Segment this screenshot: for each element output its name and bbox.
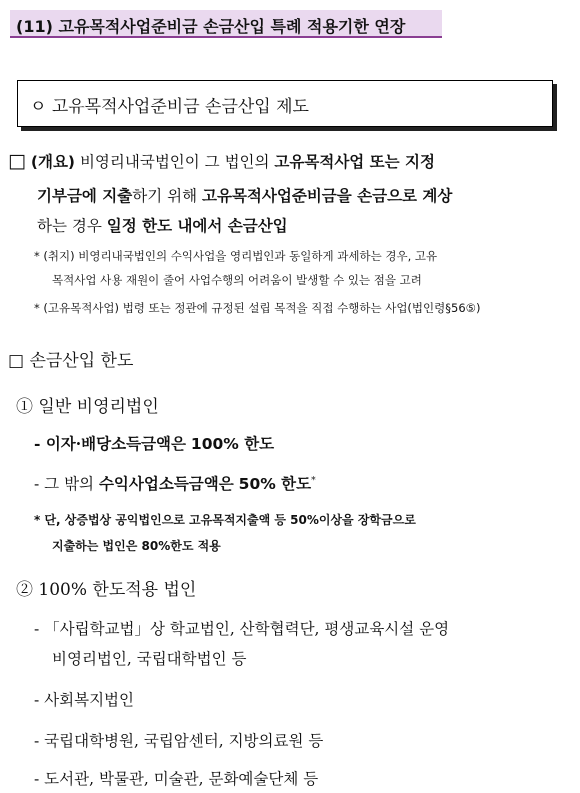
full-item-3: - 국립대학병원, 국립암센터, 지방의료원 등 — [34, 732, 324, 750]
overview-text: 하기 위해 — [132, 187, 198, 205]
note-purpose-2: 목적사업 사용 재원이 줄어 사업수행의 어려움이 발생할 수 있는 점을 고려 — [52, 273, 422, 287]
square-bullet: □ — [8, 150, 26, 172]
overview-text: 하는 경우 — [37, 217, 102, 235]
note-purpose-1: * (취지) 비영리내국법인의 수익사업을 영리법인과 동일하게 과세하는 경우, 고유 — [34, 249, 438, 263]
full-item-2: - 사회복지법인 — [34, 691, 135, 709]
limit-heading: □ 손금산입 한도 — [8, 351, 134, 371]
item-text: - 그 밖의 — [34, 475, 95, 493]
item-bold: 수익사업소득금액은 — [98, 474, 234, 493]
general-item-2 — [34, 472, 316, 494]
overview-line-3 — [37, 214, 288, 236]
full-item-1-cont: 비영리법인, 국립대학법인 등 — [52, 650, 247, 668]
full-item-1: - 「사립학교법」상 학교법인, 산학협력단, 평생교육시설 운영 — [34, 620, 450, 638]
general-heading: ① 일반 비영리법인 — [16, 397, 159, 417]
box-heading: ㅇ 고유목적사업준비금 손금산입 제도 — [30, 97, 309, 117]
overview-line-2 — [37, 184, 452, 206]
section-title-bar — [10, 10, 442, 38]
overview-line-1 — [8, 150, 435, 172]
general-item-1 — [34, 432, 274, 454]
overview-bold: 일정 한도 내에서 손금산입 — [106, 216, 288, 235]
overview-label: (개요) — [30, 153, 76, 171]
overview-bold: 고유목적사업준비금을 손금으로 계상 — [202, 186, 453, 205]
item-bold: 50% 한도 — [238, 475, 312, 493]
note-business: * (고유목적사업) 법령 또는 정관에 규정된 설립 목적을 직접 수행하는 사업(법인령§56⑤) — [34, 301, 481, 315]
general-note-1: * 단, 상증법상 공익법인으로 고유목적지출액 등 50%이상을 장학금으로 — [34, 513, 416, 527]
full-limit-heading: ② 100% 한도적용 법인 — [16, 580, 197, 600]
overview-text: 비영리내국법인이 그 법인의 — [79, 153, 270, 171]
section-title: (11) 고유목적사업준비금 손금산입 특례 적용기한 연장 — [16, 17, 406, 36]
footnote-mark: * — [311, 475, 316, 486]
item-bold: 100% 한도 — [190, 435, 275, 453]
overview-bold: 기부금에 지출 — [37, 186, 133, 205]
heading-box — [17, 80, 553, 127]
general-note-2: 지출하는 법인은 80%한도 적용 — [52, 539, 221, 553]
full-item-4: - 도서관, 박물관, 미술관, 문화예술단체 등 — [34, 770, 319, 788]
overview-bold: 고유목적사업 또는 지정 — [274, 152, 435, 171]
item-text: - 이자·배당소득금액은 — [34, 434, 186, 453]
